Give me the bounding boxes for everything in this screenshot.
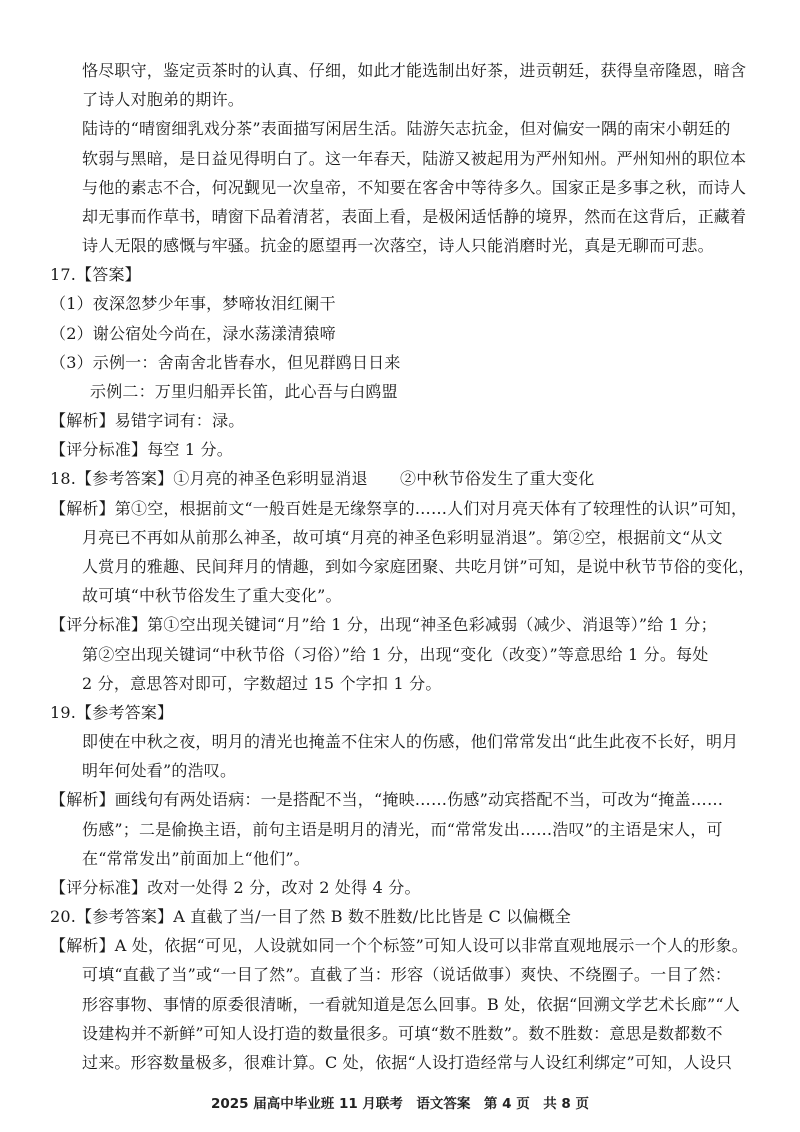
text-line: 月亮已不再如从前那么神圣，故可填“月亮的神圣色彩明显消退”。第②空，根据前文“从文 bbox=[82, 528, 723, 547]
text-line: 示例二：万里归船弄长笛，此心吾与白鸥盟 bbox=[90, 382, 398, 401]
text-line: 【解析】A 处，依据“可见，人设就如同一个个标签”可知人设可以非常直观地展示一个人的形象。 bbox=[50, 936, 749, 955]
text-line: 与他的素志不合，何况觐见一次皇帝，不知要在客舍中等待多久。国家正是多事之秋，而诗人 bbox=[82, 178, 747, 197]
text-line: 可填“直截了当”或“一目了然”。直截了当：形容（说话做事）爽快、不绕圈子。一目了然： bbox=[82, 965, 732, 984]
text-line: 【解析】画线句有两处语病：一是搭配不当，“掩映……伤感”动宾搭配不当，可改为“掩盖…… bbox=[50, 790, 724, 809]
text-line: 却无事而作草书，晴窗下品着清茗，表面上看，是极闲适恬静的境界，然而在这背后，正藏着 bbox=[82, 207, 747, 226]
text-line: （3）示例一：舍南舍北皆春水，但见群鸥日日来 bbox=[50, 353, 401, 372]
question-19-heading: 19.【参考答案】 bbox=[50, 703, 174, 722]
text-line: 【解析】易错字词有：渌。 bbox=[50, 411, 245, 430]
text-line: 在“常常发出”前面加上“他们”。 bbox=[82, 849, 310, 868]
text-line: 伤感”；二是偷换主语，前句主语是明月的清光，而“常常发出……浩叹”的主语是宋人，可 bbox=[82, 820, 723, 839]
text-line: 诗人无限的感慨与牢骚。抗金的愿望再一次落空，诗人只能消磨时光，真是无聊而可悲。 bbox=[82, 236, 714, 255]
text-line: 明年何处看”的浩叹。 bbox=[82, 761, 237, 780]
text-line: 2 分，意思答对即可，字数超过 15 个字扣 1 分。 bbox=[82, 674, 442, 693]
text-line: 了诗人对胞弟的期许。 bbox=[82, 90, 245, 109]
text-line: 【评分标准】第①空出现关键词“月”给 1 分，出现“神圣色彩减弱（减少、消退等）”给 1 分； bbox=[50, 615, 717, 634]
page-footer: 2025 届高中毕业班 11 月联考 语文答案 第 4 页 共 8 页 bbox=[210, 1096, 590, 1112]
text-line: 设建构并不新鲜”可知人设打造的数量很多。可填“数不胜数”。数不胜数：意思是数都数不 bbox=[82, 1024, 723, 1043]
text-line: 故可填“中秋节俗发生了重大变化”。 bbox=[82, 586, 342, 605]
text-line: （2）谢公宿处今尚在，渌水荡漾清猿啼 bbox=[50, 324, 336, 343]
text-line: 形容事物、事情的原委很清晰，一看就知道是怎么回事。B 处，依据“回溯文学艺术长廊”“人 bbox=[82, 995, 740, 1014]
text-line: 陆诗的“晴窗细乳戏分茶”表面描写闲居生活。陆游矢志抗金，但对偏安一隅的南宋小朝廷的 bbox=[82, 119, 731, 138]
question-17-heading: 17.【答案】 bbox=[50, 265, 141, 284]
text-line: （1）夜深忽梦少年事，梦啼妆泪红阑干 bbox=[50, 294, 336, 313]
question-20-heading: 20.【参考答案】A 直截了当/一目了然 B 数不胜数/比比皆是 C 以偏概全 bbox=[50, 907, 572, 926]
text-line: 即使在中秋之夜，明月的清光也掩盖不住宋人的伤感，他们常常发出“此生此夜不长好，明月 bbox=[82, 732, 739, 751]
text-line: 过来。形容数量极多，很难计算。C 处，依据“人设打造经常与人设红利绑定”可知，人设只 bbox=[82, 1053, 733, 1072]
text-line: 【评分标准】改对一处得 2 分，改对 2 处得 4 分。 bbox=[50, 878, 421, 897]
text-line: 【解析】第①空，根据前文“一般百姓是无缘祭享的……人们对月亮天体有了较理性的认识”可知， bbox=[50, 499, 748, 518]
text-line: 第②空出现关键词“中秋节俗（习俗）”给 1 分，出现“变化（改变）”等意思给 1 分。每处 bbox=[82, 645, 709, 664]
question-18-heading: 18.【参考答案】①月亮的神圣色彩明显消退 ②中秋节俗发生了重大变化 bbox=[50, 469, 595, 488]
text-line: 软弱与黑暗，是日益见得明白了。这一年春天，陆游又被起用为严州知州。严州知州的职位本 bbox=[82, 149, 747, 168]
text-line: 【评分标准】每空 1 分。 bbox=[50, 440, 233, 459]
text-line: 恪尽职守，鉴定贡茶时的认真、仔细，如此才能选制出好茶，进贡朝廷，获得皇帝隆恩，暗含 bbox=[82, 61, 747, 80]
text-line: 人赏月的雅趣、民间拜月的情趣，到如今家庭团聚、共吃月饼”可知，是说中秋节节俗的变化， bbox=[82, 557, 755, 576]
